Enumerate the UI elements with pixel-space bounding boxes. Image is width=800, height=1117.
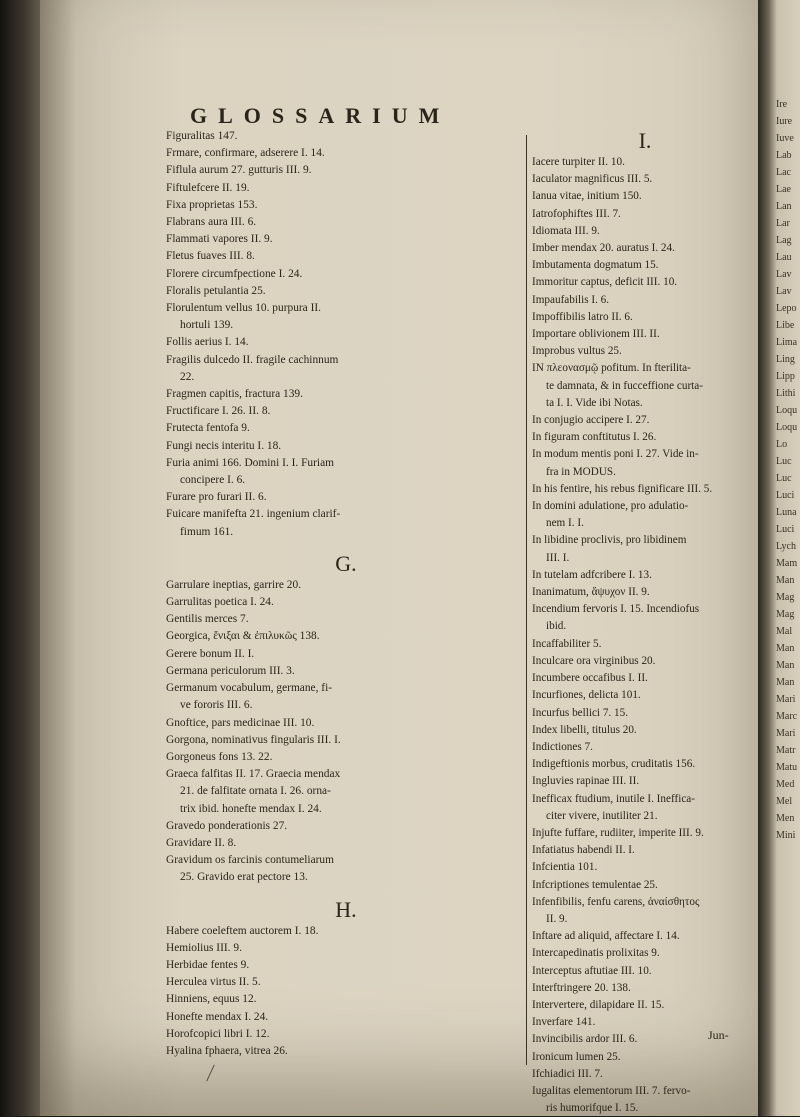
index-entry: Iacere turpiter II. 10. (532, 156, 625, 168)
index-entry: Index libelli, titulus 20. (532, 723, 637, 736)
index-entry: Intervertere, dilapidare II. 15. (532, 998, 665, 1011)
edge-text-line: Luc (776, 456, 792, 467)
entries-h (166, 923, 526, 1061)
index-entry: Infcriptiones temulentae 25. (532, 878, 658, 891)
edge-text-line: Marc (776, 711, 798, 722)
index-entry: Follis aerius I. 14. (166, 336, 249, 349)
edge-text-line: Man (776, 643, 795, 654)
index-entry: II. 9. (546, 912, 568, 925)
index-entry: Honefte mendax I. 24. (166, 1010, 269, 1023)
index-entry: Infenfibilis, fenfu carens, ἀναίσθητος (532, 895, 700, 908)
edge-text-line: Loqu (776, 405, 798, 416)
edge-text-line: Mag (776, 592, 795, 603)
index-entry: Imber mendax 20. auratus I. 24. (532, 242, 675, 255)
section-letter-i: I. (638, 128, 652, 153)
index-entry: Indigeftionis morbus, cruditatis 156. (532, 758, 696, 771)
index-entry: Invincibilis ardor III. 6. (532, 1033, 638, 1046)
edge-text-line: Matu (776, 762, 798, 773)
edge-text-line: Men (776, 813, 795, 824)
index-entry: Fuicare manifefta 21. ingenium clarif- (166, 508, 341, 521)
index-entry: ris humorifque I. 15. (546, 1102, 639, 1115)
index-entry: Gravidum os farcinis contumeliarum (166, 854, 334, 867)
index-entry: Inculcare ora virginibus 20. (532, 654, 656, 667)
index-entry: Fiflula aurum 27. gutturis III. 9. (166, 164, 312, 177)
index-entry: Horofcopici libri I. 12. (166, 1027, 270, 1040)
section-letter-h: H. (335, 896, 357, 922)
index-entry: Immoritur captus, deficit III. 10. (532, 276, 678, 289)
index-entry: fimum 161. (180, 525, 234, 538)
index-entry: Fructificare I. 26. II. 8. (166, 405, 271, 418)
edge-text-line: Mari (776, 728, 796, 739)
index-entry: IN πλεονασμῷ pofitum. In fterilita- (532, 362, 691, 375)
edge-text-line: Mari (776, 694, 796, 705)
index-entry: ta I. I. Vide ibi Notas. (546, 396, 643, 409)
index-entry: In tutelam adfcribere I. 13. (532, 568, 652, 581)
edge-text-line: Lima (776, 337, 798, 348)
index-entry: III. I. (546, 551, 570, 564)
index-entry: hortuli 139. (180, 319, 234, 332)
index-entry: Furia animi 166. Domini I. I. Furiam (166, 456, 334, 469)
index-entry: Gorgona, nominativus fingularis III. I. (166, 733, 341, 746)
section-letter-g: G. (335, 550, 357, 576)
edge-text-line: Lar (776, 218, 790, 229)
page-header-title: GLOSSARIUM (190, 103, 451, 128)
edge-text-line: Mel (776, 796, 793, 807)
edge-text-line: Med (776, 779, 795, 790)
index-entry: 22. (180, 370, 195, 383)
index-entry: Herculea virtus II. 5. (166, 976, 261, 989)
index-entry: In modum mentis poni I. 27. Vide in- (532, 448, 699, 461)
left-column (166, 128, 526, 1060)
index-entry: nem I. I. (546, 517, 584, 530)
index-entry: ibid. (546, 620, 567, 633)
edge-text-line: Lan (776, 201, 792, 212)
index-entry: Iatrofophiftes III. 7. (532, 207, 621, 220)
index-entry: Impoffibilis latro II. 6. (532, 310, 633, 323)
index-entry: Figuralitas 147. (166, 130, 238, 142)
index-entry: Gravidare II. 8. (166, 836, 237, 849)
edge-text-line: Lav (776, 286, 792, 297)
index-entry: Georgica, ἔνιξαι & ἐπιλυκῶς 138. (166, 630, 320, 643)
index-entry: Iaculator magnificus III. 5. (532, 173, 653, 186)
adjacent-page-strip (758, 0, 800, 1116)
index-entry: In domini adulatione, pro adulatio- (532, 500, 689, 513)
edge-text-line: Lau (776, 252, 792, 263)
index-entry: Fragmen capitis, fractura 139. (166, 388, 303, 401)
index-entry: Improbus vultus 25. (532, 345, 622, 358)
index-entry: Fixa proprietas 153. (166, 198, 258, 211)
index-entry: Infatiatus habendi II. I. (532, 844, 635, 857)
index-entry: Floralis petulantia 25. (166, 284, 266, 297)
index-entry: Importare oblivionem III. II. (532, 328, 660, 341)
edge-text-line: Iuve (776, 133, 794, 144)
index-entry: Gravedo ponderationis 27. (166, 819, 288, 832)
index-entry: Ironicum lumen 25. (532, 1050, 621, 1063)
index-entry: Flammati vapores II. 9. (166, 233, 273, 246)
index-entry: Habere coeleftem auctorem I. 18. (166, 924, 319, 937)
index-entry: Hinniens, equus 12. (166, 993, 257, 1006)
index-entry: Hemiolius III. 9. (166, 941, 242, 954)
edge-text-line: Luci (776, 490, 795, 501)
edge-text-line: Man (776, 575, 795, 586)
edge-text-line: Man (776, 660, 795, 671)
index-entry: Fletus fuaves III. 8. (166, 250, 255, 263)
edge-text-line: Mam (776, 558, 798, 569)
edge-text-line: Matr (776, 745, 796, 756)
edge-text-line: Luci (776, 524, 795, 535)
index-entry: Iugalitas elementorum III. 7. fervo- (532, 1084, 691, 1097)
catchword: Jun- (708, 1028, 729, 1042)
index-entry: Fiftulefcere II. 19. (166, 181, 250, 194)
index-entry: Furare pro furari II. 6. (166, 491, 267, 504)
index-entry: Idiomata III. 9. (532, 224, 600, 237)
index-entry: Gnoftice, pars medicinae III. 10. (166, 716, 315, 729)
index-entry: Inefficax ftudium, inutile I. Ineffica- (532, 792, 695, 805)
edge-text-line: Mag (776, 609, 795, 620)
index-entry: concipere I. 6. (180, 474, 246, 487)
edge-text-line: Lych (776, 541, 796, 552)
edge-text-line: Luc (776, 473, 792, 484)
edge-text-line: Lepo (776, 303, 797, 314)
index-entry: Intercapedinatis prolixitas 9. (532, 947, 660, 960)
index-entry: Incurfus bellici 7. 15. (532, 706, 629, 719)
index-entry: Incumbere occafibus I. II. (532, 672, 648, 685)
index-entry: Germana periculorum III. 3. (166, 664, 295, 677)
index-entry: Frutecta fentofa 9. (166, 422, 250, 435)
index-entry: In conjugio accipere I. 27. (532, 414, 650, 427)
edge-text-line: Ire (776, 99, 788, 110)
edge-text-line: Man (776, 677, 795, 688)
index-entry: Incendium fervoris I. 15. Incendiofus (532, 603, 700, 616)
index-entry: Garrulare ineptias, garrire 20. (166, 578, 302, 591)
index-entry: citer vivere, inutiliter 21. (546, 809, 658, 822)
index-entry: Hyalina fphaera, vitrea 26. (166, 1044, 288, 1057)
index-entry: Garrulitas poetica I. 24. (166, 596, 274, 609)
index-entry: Frmare, confirmare, adserere I. 14. (166, 147, 325, 160)
index-entry: Herbidae fentes 9. (166, 958, 250, 971)
index-entry: In figuram conftitutus I. 26. (532, 431, 657, 444)
index-entry: In his fentire, his rebus fignificare III. 5. (532, 482, 713, 495)
edge-text-line: Lo (776, 439, 788, 450)
index-entry: fra in MODUS. (546, 465, 616, 478)
index-entry: ve fororis III. 6. (180, 699, 253, 712)
edge-text-line: Lae (776, 184, 791, 195)
index-entry: Indictiones 7. (532, 740, 593, 753)
column-divider (526, 135, 527, 1065)
entries-i (532, 154, 758, 1117)
adjacent-page-text (772, 96, 797, 844)
index-entry: trix ibid. honefte mendax I. 24. (180, 802, 322, 815)
index-entry: Ifchiadici III. 7. (532, 1067, 603, 1080)
index-entry: Inverfare 141. (532, 1016, 596, 1029)
edge-text-line: Ling (776, 354, 795, 365)
index-entry: Gorgoneus fons 13. 22. (166, 750, 273, 763)
index-entry: Germanum vocabulum, germane, fi- (166, 682, 333, 695)
index-entry: Inftare ad aliquid, affectare I. 14. (532, 930, 680, 943)
edge-text-line: Libe (776, 320, 795, 331)
index-entry: Interftringere 20. 138. (532, 981, 631, 994)
index-entry: Fragilis dulcedo II. fragile cachinnum (166, 353, 339, 366)
edge-text-line: Lag (776, 235, 792, 246)
index-entry: te damnata, & in fucceffione curta- (546, 379, 703, 392)
index-entry: Infcientia 101. (532, 861, 598, 874)
edge-text-line: Lac (776, 167, 791, 178)
index-entry: Gentilis merces 7. (166, 613, 249, 626)
index-entry: Imbutamenta dogmatum 15. (532, 259, 659, 272)
index-entry: Florere circumfpectione I. 24. (166, 267, 303, 280)
right-column (532, 128, 758, 1117)
entries-g (166, 577, 526, 887)
edge-text-line: Loqu (776, 422, 798, 433)
edge-text-line: Iure (776, 116, 793, 127)
index-entry: Inanimatum, ἄψυχον II. 9. (532, 586, 650, 599)
index-entry: Flabrans aura III. 6. (166, 216, 257, 229)
edge-text-line: Lithi (776, 388, 796, 399)
entries-f (166, 128, 526, 541)
index-entry: Florulentum vellus 10. purpura II. (166, 302, 322, 315)
edge-text-line: Luna (776, 507, 797, 518)
index-entry: Interceptus aftutiae III. 10. (532, 964, 652, 977)
index-entry: In libidine proclivis, pro libidinem (532, 534, 687, 547)
index-entry: Impaufabilis I. 6. (532, 293, 610, 306)
index-entry: Ianua vitae, initium 150. (532, 190, 642, 203)
index-entry: Graeca falfitas II. 17. Graecia mendax (166, 768, 341, 781)
index-entry: Incaffabiliter 5. (532, 637, 602, 650)
index-entry: Incurfiones, delicta 101. (532, 689, 641, 702)
index-entry: 21. de falfitate ornata I. 26. orna- (180, 785, 331, 798)
index-entry: Gerere bonum II. I. (166, 647, 255, 660)
index-entry: 25. Gravido erat pectore 13. (180, 871, 308, 884)
edge-text-line: Lab (776, 150, 792, 161)
edge-text-line: Lipp (776, 371, 795, 382)
edge-text-line: Lav (776, 269, 792, 280)
index-entry: Ingluvies rapinae III. II. (532, 775, 640, 788)
index-entry: Injufte fuffare, rudiiter, imperite III. 9. (532, 826, 704, 839)
index-entry: Fungi necis interitu I. 18. (166, 439, 282, 452)
edge-text-line: Mini (776, 830, 796, 841)
edge-text-line: Mal (776, 626, 793, 637)
